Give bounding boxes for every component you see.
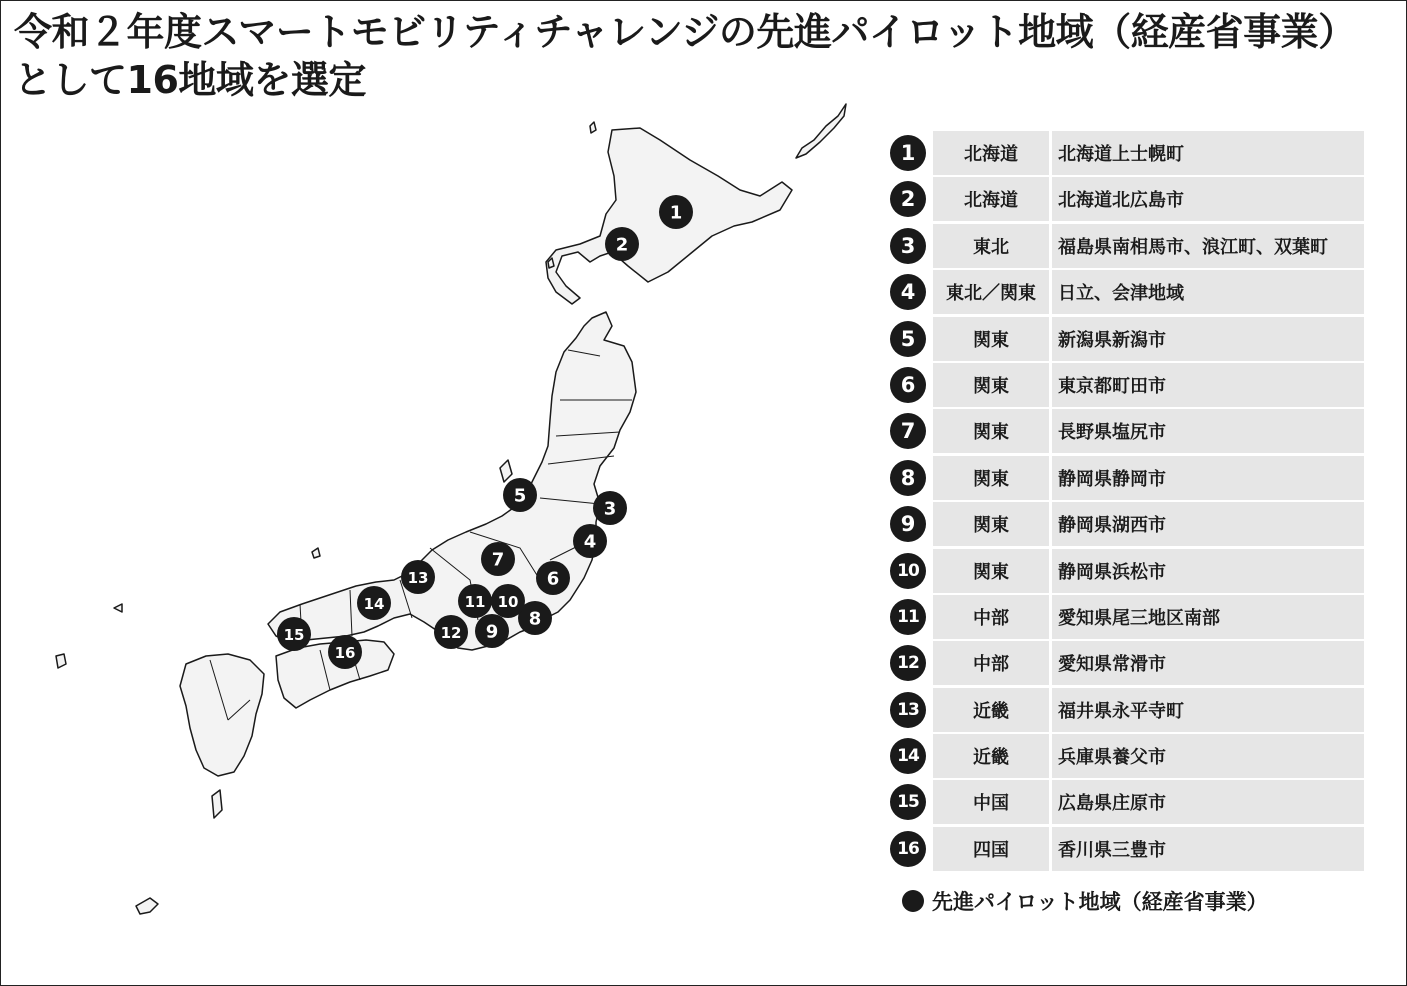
table-row (886, 734, 1366, 778)
place-cell: 静岡県湖西市 (1052, 502, 1364, 546)
marker-label: 1 (669, 202, 683, 224)
map-marker (593, 491, 627, 525)
region-cell: 四国 (933, 827, 1049, 871)
map-marker (573, 524, 607, 558)
row-number-badge: 11 (890, 599, 926, 635)
table-row (886, 131, 1366, 175)
amami-island (136, 898, 158, 914)
legend-note (902, 886, 1268, 916)
region-cell: 北海道 (933, 131, 1049, 175)
row-number-badge: 8 (890, 460, 926, 496)
marker-label: 3 (603, 498, 617, 520)
rebun-island (590, 122, 596, 133)
table-row (886, 224, 1366, 268)
place-cell: 香川県三豊市 (1052, 827, 1364, 871)
place-cell: 広島県庄原市 (1052, 780, 1364, 824)
marker-label: 8 (528, 608, 542, 630)
table-row (886, 317, 1366, 361)
region-cell: 中部 (933, 641, 1049, 685)
place-cell: 兵庫県養父市 (1052, 734, 1364, 778)
yakushima-island (212, 790, 222, 818)
place-cell: 新潟県新潟市 (1052, 317, 1364, 361)
honshu-island (268, 312, 636, 650)
row-number-badge: 2 (890, 181, 926, 217)
marker-label: 9 (485, 621, 499, 643)
tsushima-island (56, 654, 66, 668)
place-cell: 静岡県浜松市 (1052, 549, 1364, 593)
table-row (886, 780, 1366, 824)
region-cell: 中国 (933, 780, 1049, 824)
row-number-badge: 16 (890, 831, 926, 867)
row-number-badge: 3 (890, 228, 926, 264)
marker-label: 13 (407, 569, 429, 587)
map-marker (659, 195, 693, 229)
kuril-islands (796, 104, 846, 158)
row-number-badge: 6 (890, 367, 926, 403)
marker-label: 16 (334, 644, 356, 662)
map-marker (536, 561, 570, 595)
region-cell: 関東 (933, 363, 1049, 407)
marker-label: 4 (583, 531, 597, 553)
kyushu-island (180, 654, 264, 776)
oki-island (312, 548, 320, 558)
place-cell: 東京都町田市 (1052, 363, 1364, 407)
region-cell: 関東 (933, 502, 1049, 546)
pilot-region-table (886, 131, 1366, 873)
place-cell: 愛知県常滑市 (1052, 641, 1364, 685)
map-marker (357, 586, 391, 620)
row-number-badge: 12 (890, 645, 926, 681)
place-cell: 日立、会津地域 (1052, 270, 1364, 314)
map-marker (481, 542, 515, 576)
region-cell: 関東 (933, 549, 1049, 593)
sado-island (500, 460, 512, 482)
page-title (14, 8, 1394, 104)
title-line-2: として16地域を選定 (14, 58, 366, 102)
table-row (886, 502, 1366, 546)
place-cell: 福井県永平寺町 (1052, 688, 1364, 732)
marker-label: 12 (440, 624, 462, 642)
marker-label: 15 (283, 626, 305, 644)
table-row (886, 177, 1366, 221)
place-cell: 北海道北広島市 (1052, 177, 1364, 221)
legend-dot-icon (902, 890, 924, 912)
table-row (886, 595, 1366, 639)
place-cell: 静岡県静岡市 (1052, 456, 1364, 500)
region-cell: 関東 (933, 456, 1049, 500)
map-marker (434, 615, 468, 649)
legend-note-text: 先進パイロット地域（経産省事業） (932, 890, 1268, 914)
marker-label: 6 (546, 568, 560, 590)
row-number-badge: 15 (890, 784, 926, 820)
map-marker (605, 227, 639, 261)
table-row (886, 363, 1366, 407)
row-number-badge: 1 (890, 135, 926, 171)
row-number-badge: 9 (890, 506, 926, 542)
place-cell: 長野県塩尻市 (1052, 409, 1364, 453)
region-cell: 北海道 (933, 177, 1049, 221)
table-row (886, 270, 1366, 314)
row-number-badge: 13 (890, 692, 926, 728)
table-row (886, 549, 1366, 593)
region-cell: 東北／関東 (933, 270, 1049, 314)
region-cell: 関東 (933, 317, 1049, 361)
map-marker (475, 614, 509, 648)
region-cell: 東北 (933, 224, 1049, 268)
marker-label: 11 (464, 593, 486, 611)
place-cell: 愛知県尾三地区南部 (1052, 595, 1364, 639)
row-number-badge: 5 (890, 321, 926, 357)
map-marker (491, 584, 525, 618)
row-number-badge: 14 (890, 738, 926, 774)
table-row (886, 688, 1366, 732)
marker-label: 14 (363, 595, 385, 613)
row-number-badge: 4 (890, 274, 926, 310)
goto-island (114, 604, 122, 612)
table-row (886, 641, 1366, 685)
region-cell: 中部 (933, 595, 1049, 639)
map-marker (458, 584, 492, 618)
marker-label: 7 (491, 549, 505, 571)
table-row (886, 456, 1366, 500)
table-row (886, 409, 1366, 453)
map-marker (401, 560, 435, 594)
map-marker (503, 478, 537, 512)
map-marker (328, 635, 362, 669)
japan-map (0, 100, 880, 960)
region-cell: 関東 (933, 409, 1049, 453)
row-number-badge: 10 (890, 553, 926, 589)
title-line-1: 令和２年度スマートモビリティチャレンジの先進パイロット地域（経産省事業） (14, 10, 1356, 54)
region-cell: 近畿 (933, 688, 1049, 732)
marker-label: 2 (615, 234, 629, 256)
table-row (886, 827, 1366, 871)
place-cell: 福島県南相馬市、浪江町、双葉町 (1052, 224, 1364, 268)
row-number-badge: 7 (890, 413, 926, 449)
marker-label: 5 (513, 485, 527, 507)
place-cell: 北海道上士幌町 (1052, 131, 1364, 175)
map-marker (277, 617, 311, 651)
region-cell: 近畿 (933, 734, 1049, 778)
marker-label: 10 (497, 593, 519, 611)
